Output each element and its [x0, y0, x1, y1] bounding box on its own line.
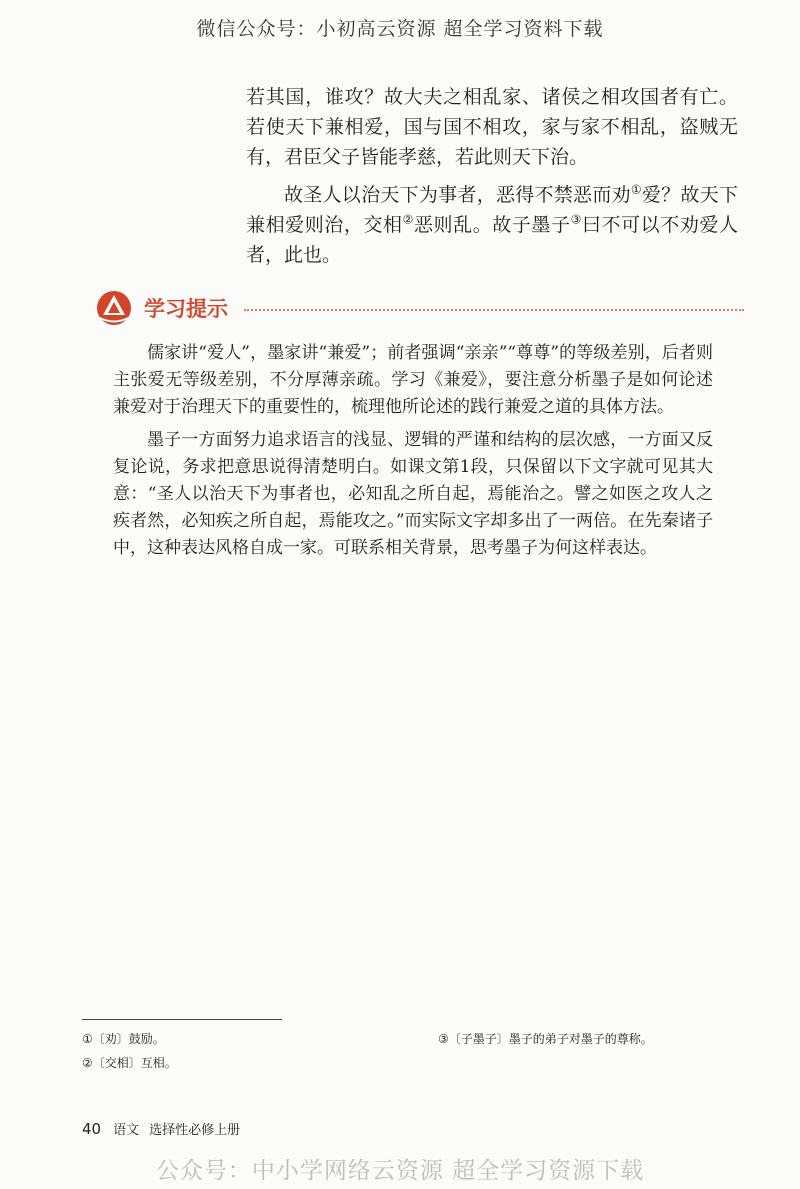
text-fragment: 曰不可以不劝爱人者，此也。 [246, 214, 738, 266]
top-watermark-banner: 微信公众号：小初高云资源 超全学习资料下载 [196, 18, 604, 40]
footnote-2: ②〔交相〕互相。 [82, 1056, 177, 1070]
study-tips-icon [96, 290, 132, 326]
footnote-1: ①〔劝〕鼓励。 [82, 1032, 165, 1046]
tips-paragraph-1: 儒家讲“爱人”，墨家讲“兼爱”；前者强调“亲亲”“尊尊”的等级差别，后者则主张爱无等级差别，不分厚薄亲疏。学习《兼爱》，要注意分析墨子是如何论述兼爱对于治理天下的重要性的，梳理他所论述的践行兼爱之道的具体方法。 [113, 343, 713, 417]
bottom-watermark: 公众号：中小学网络云资源 超全学习资源下载 [155, 1158, 645, 1184]
footnote-marker-3[interactable]: ③ [570, 212, 582, 227]
footnote-divider [82, 1019, 282, 1020]
text-fragment: 故圣人以治天下为事者，恶得不禁恶而劝 [284, 184, 631, 206]
section-title: 学习提示 [144, 297, 228, 321]
footnote-marker-1[interactable]: ① [630, 182, 642, 197]
tips-paragraph-2: 墨子一方面努力追求语言的浅显、逻辑的严谨和结构的层次感，一方面又反复论说，务求把意思说得清楚明白。如课文第1段，只保留以下文字就可见其大意：“圣人以治天下为事者也，必知乱之所自起，焉能治之。譬之如医之攻人之疾者然，必知疾之所自起，焉能攻之。”而实际文字却多出了一两倍。在先秦诸子中，这种表达风格自成一家。可联系相关背景，思考墨子为何这样表达。 [113, 430, 713, 558]
text-paragraph-2 [246, 180, 738, 270]
dotted-divider [244, 309, 744, 311]
book-volume: 选择性必修上册 [149, 1123, 241, 1138]
text-fragment: 爱？故天下兼相爱则治，交相 [246, 184, 738, 236]
classical-text-excerpt [246, 82, 738, 270]
footnote-marker-2[interactable]: ② [402, 212, 414, 227]
book-subject: 语文 [113, 1123, 140, 1138]
page-number: 40 [82, 1120, 102, 1138]
text-paragraph-1: 若其国，谁攻？故大夫之相乱家、诸侯之相攻国者有亡。若使天下兼相爱，国与国不相攻，家与家不相乱，盗贼无有，君臣父子皆能孝慈，若此则天下治。 [246, 86, 738, 168]
study-tips-body [113, 340, 713, 568]
page-footer [82, 1119, 240, 1138]
study-tips-header [96, 290, 744, 326]
footnote-3: ③〔子墨子〕墨子的弟子对墨子的尊称。 [438, 1032, 653, 1046]
text-fragment: 恶则乱。故子墨子 [413, 214, 571, 236]
